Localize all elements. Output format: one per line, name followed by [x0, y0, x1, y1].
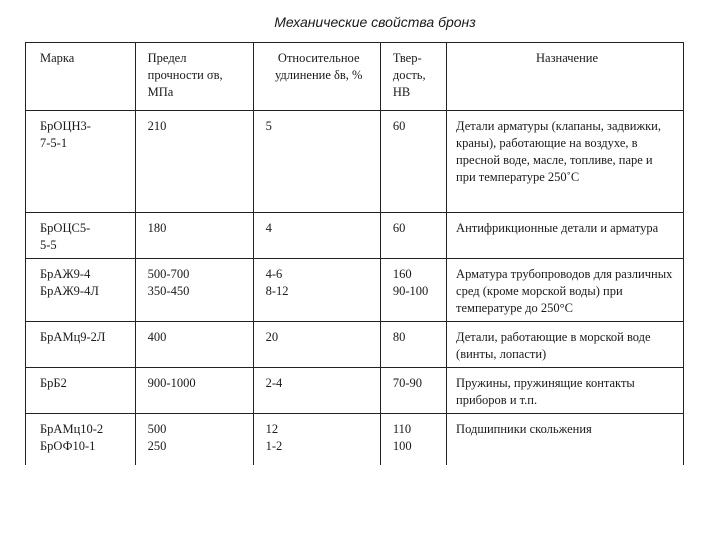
- cell-strength: 400: [135, 322, 253, 368]
- bronze-properties-table: [25, 42, 684, 465]
- cell-hardness: 110 100: [380, 414, 446, 466]
- cell-hardness: 70-90: [380, 368, 446, 414]
- cell-purpose: Пружины, пружинящие контакты приборов и т.п.: [447, 368, 684, 414]
- cell-grade: БрАЖ9-4 БрАЖ9-4Л: [26, 259, 136, 322]
- header-grade: Марка: [26, 43, 136, 111]
- table-row: [26, 111, 684, 213]
- page-title: Механические свойства бронз: [274, 14, 476, 30]
- cell-grade: БрБ2: [26, 368, 136, 414]
- cell-hardness: 60: [380, 111, 446, 213]
- cell-strength: 210: [135, 111, 253, 213]
- cell-strength: 500 250: [135, 414, 253, 466]
- cell-grade: БрОЦС5- 5-5: [26, 213, 136, 259]
- cell-grade: БрАМц9-2Л: [26, 322, 136, 368]
- cell-strength: 900-1000: [135, 368, 253, 414]
- header-elongation: Относительное удлинение δв, %: [253, 43, 380, 111]
- cell-elongation: 12 1-2: [253, 414, 380, 466]
- cell-elongation: 20: [253, 322, 380, 368]
- header-strength: Предел прочности σв, МПа: [135, 43, 253, 111]
- cell-purpose: Арматура трубопроводов для различных сред (кроме морской воды) при температуре до 250°С: [447, 259, 684, 322]
- header-row: [26, 43, 684, 111]
- cell-elongation: 2-4: [253, 368, 380, 414]
- cell-hardness: 160 90-100: [380, 259, 446, 322]
- header-hardness: Твер- дость, HB: [380, 43, 446, 111]
- cell-purpose: Подшипники скольжения: [447, 414, 684, 466]
- cell-strength: 180: [135, 213, 253, 259]
- table-row: [26, 414, 684, 466]
- cell-purpose: Детали, работающие в морской воде (винты, лопасти): [447, 322, 684, 368]
- table-row: [26, 368, 684, 414]
- cell-purpose: Антифрикционные детали и арматура: [447, 213, 684, 259]
- header-purpose: Назначение: [447, 43, 684, 111]
- cell-grade: БрАМц10-2 БрОФ10-1: [26, 414, 136, 466]
- cell-hardness: 80: [380, 322, 446, 368]
- table-row: [26, 322, 684, 368]
- cell-elongation: 5: [253, 111, 380, 213]
- cell-hardness: 60: [380, 213, 446, 259]
- table-row: [26, 213, 684, 259]
- cell-strength: 500-700 350-450: [135, 259, 253, 322]
- cell-purpose: Детали арматуры (клапаны, задвижки, краны), работающие на воздухе, в пресной воде, масле, топливе, паре и при температуре 250˚С: [447, 111, 684, 213]
- cell-grade: БрОЦН3- 7-5-1: [26, 111, 136, 213]
- table-row: [26, 259, 684, 322]
- cell-elongation: 4-6 8-12: [253, 259, 380, 322]
- cell-elongation: 4: [253, 213, 380, 259]
